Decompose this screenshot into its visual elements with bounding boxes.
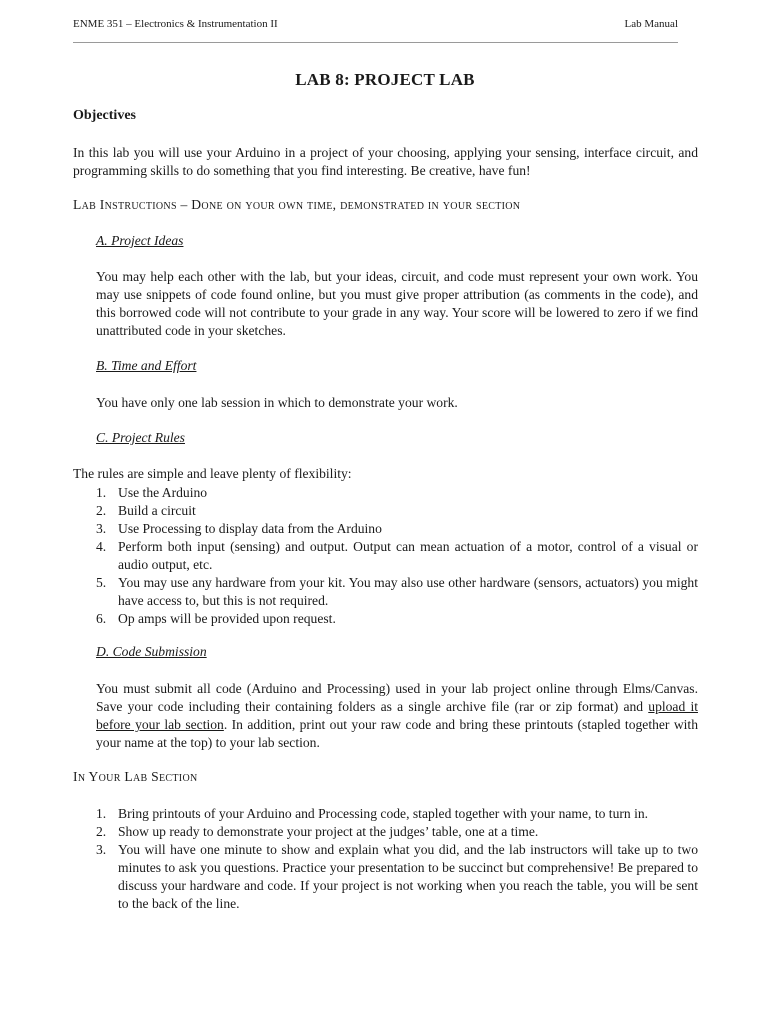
list-item-text: Show up ready to demonstrate your project at the judges’ table, one at a time. bbox=[118, 824, 539, 839]
header-course-title: ENME 351 – Electronics & Instrumentation II bbox=[73, 18, 278, 30]
list-item-number: 6. bbox=[96, 611, 107, 626]
list-item-number: 4. bbox=[96, 539, 107, 554]
project-ideas-heading: A. Project Ideas bbox=[96, 233, 184, 248]
list-item bbox=[73, 841, 698, 913]
upload-deadline-emphasis: upload it before your lab section bbox=[96, 699, 698, 732]
list-item-number: 1. bbox=[96, 806, 107, 821]
project-rules-intro: The rules are simple and leave plenty of flexibility: bbox=[73, 466, 352, 481]
list-item-number: 2. bbox=[96, 503, 107, 518]
code-submission-text bbox=[96, 680, 698, 752]
objectives-text: In this lab you will use your Arduino in a project of your choosing, applying your sensing, interface circuit, and programming skills to do something that you find interesting. Be creative, have fun! bbox=[73, 145, 698, 178]
list-item-number: 3. bbox=[96, 521, 107, 536]
header-document-type: Lab Manual bbox=[624, 18, 678, 30]
list-item-text: Use the Arduino bbox=[118, 485, 208, 500]
code-submission-text-a: You must submit all code (Arduino and Processing) used in your lab project online through Elms/Canvas. Save your code including their containing folders as a single archive file (rar or zip format) and bbox=[96, 681, 698, 714]
lab-instructions-heading: Lab Instructions – Done on your own time, demonstrated in your section bbox=[73, 197, 521, 212]
list-item bbox=[73, 538, 698, 574]
list-item-text: Use Processing to display data from the Arduino bbox=[118, 521, 382, 536]
in-lab-heading: In Your Lab Section bbox=[73, 769, 198, 784]
project-ideas-text: You may help each other with the lab, but your ideas, circuit, and code must represent your own work. You may use snippets of code found online, but you must give proper attribution (as comments in the code), and this borrowed code will not contribute to your grade in any way. Your score will be lowered to zero if we find unattributed code in your sketches. bbox=[96, 269, 698, 338]
list-item-text: Build a circuit bbox=[118, 503, 196, 518]
list-item-text: Perform both input (sensing) and output. Output can mean actuation of a motor, control of a visual or audio output, etc. bbox=[118, 539, 698, 572]
list-item-text: You may use any hardware from your kit. You may also use other hardware (sensors, actuators) you might have access to, but this is not required. bbox=[118, 575, 698, 608]
list-item-number: 1. bbox=[96, 485, 107, 500]
list-item bbox=[73, 574, 698, 610]
list-item-text: Bring printouts of your Arduino and Processing code, stapled together with your name, to turn in. bbox=[118, 806, 649, 821]
project-rules-list bbox=[73, 484, 698, 628]
code-submission-heading: D. Code Submission bbox=[96, 644, 207, 659]
list-item-number: 2. bbox=[96, 824, 107, 839]
list-item bbox=[73, 610, 698, 628]
list-item bbox=[73, 502, 698, 520]
in-lab-list bbox=[73, 805, 698, 913]
code-submission-text-b: . In addition, print out your raw code and bring these printouts (stapled together with your name at the top) to your lab section. bbox=[96, 717, 698, 750]
page-title: LAB 8: PROJECT LAB bbox=[295, 70, 475, 89]
time-effort-heading: B. Time and Effort bbox=[96, 358, 197, 373]
objectives-heading: Objectives bbox=[73, 108, 136, 123]
header-divider bbox=[73, 42, 678, 43]
list-item-number: 3. bbox=[96, 842, 107, 857]
list-item bbox=[73, 484, 698, 502]
list-item bbox=[73, 520, 698, 538]
list-item bbox=[73, 805, 698, 823]
project-rules-heading: C. Project Rules bbox=[96, 430, 185, 445]
list-item bbox=[73, 823, 698, 841]
list-item-text: You will have one minute to show and explain what you did, and the lab instructors will take up to two minutes to ask you questions. Practice your presentation to be succinct but comprehensive! Be prepared to discuss your hardware and code. If your project is not working when you reach the table, you will be sent to the back of the line. bbox=[118, 842, 698, 911]
list-item-text: Op amps will be provided upon request. bbox=[118, 611, 336, 626]
list-item-number: 5. bbox=[96, 575, 107, 590]
time-effort-text: You have only one lab session in which to demonstrate your work. bbox=[96, 395, 458, 410]
